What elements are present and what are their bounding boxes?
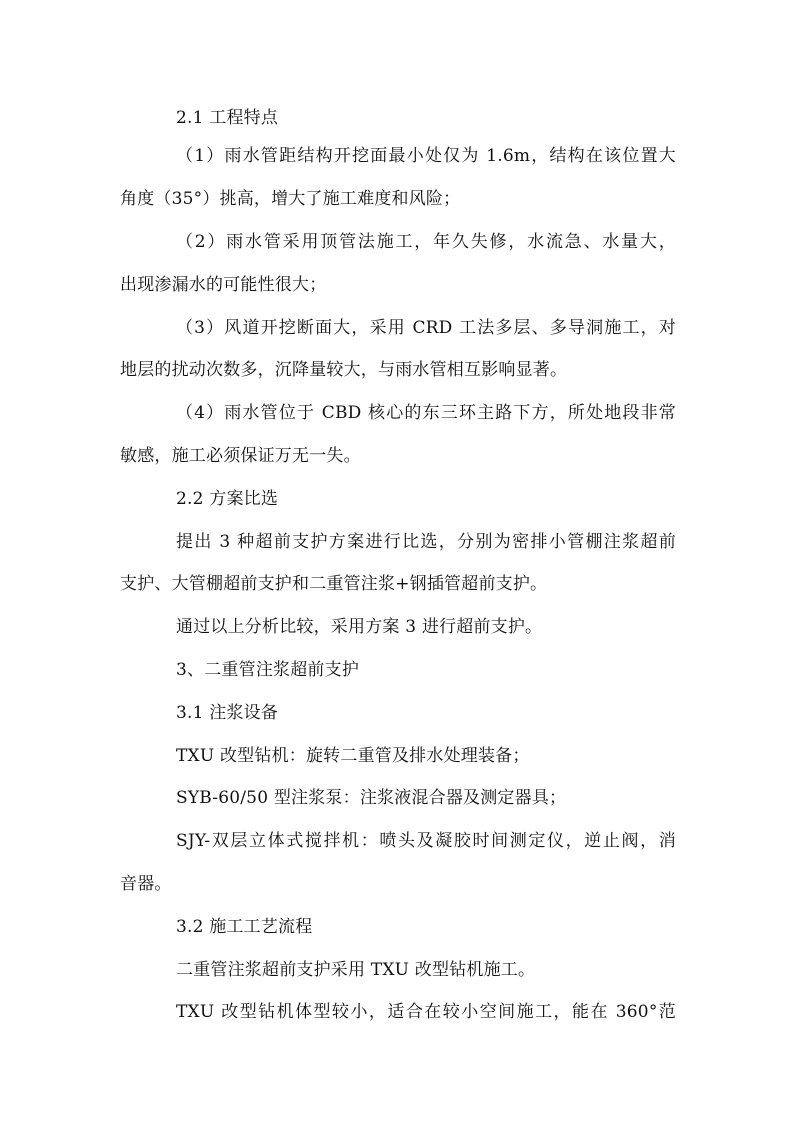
paragraph-line: 二重管注浆超前支护采用 TXU 改型钻机施工。 — [176, 960, 536, 980]
paragraph-line: 敏感，施工必须保证万无一失。 — [120, 446, 361, 466]
paragraph-line: TXU 改型钻机：旋转二重管及排水处理装备； — [176, 746, 530, 766]
paragraph-line: 支护、大管棚超前支护和二重管注浆+钢插管超前支护。 — [120, 574, 548, 594]
heading-3-2: 3.2 施工工艺流程 — [176, 917, 313, 937]
paragraph-line: TXU 改型钻机体型较小，适合在较小空间施工，能在 360°范 — [176, 1002, 676, 1022]
paragraph-line: （1）雨水管距结构开挖面最小处仅为 1.6m，结构在该位置大 — [176, 146, 676, 166]
paragraph-line: 音器。 — [120, 874, 172, 894]
heading-2-1: 2.1 工程特点 — [176, 108, 279, 128]
paragraph-line: （2）雨水管采用顶管法施工，年久失修，水流急、水量大， — [176, 232, 676, 252]
paragraph-line: 出现渗漏水的可能性很大； — [120, 275, 327, 295]
heading-3: 3、二重管注浆超前支护 — [176, 660, 360, 680]
paragraph-line: SJY-双层立体式搅拌机：喷头及凝胶时间测定仪，逆止阀，消 — [176, 831, 676, 851]
paragraph-line: （3）风道开挖断面大，采用 CRD 工法多层、多导洞施工，对 — [176, 318, 676, 338]
paragraph-line: 角度（35°）挑高，增大了施工难度和风险； — [120, 189, 461, 209]
heading-2-2: 2.2 方案比选 — [176, 489, 279, 509]
paragraph-line: 提出 3 种超前支护方案进行比选，分别为密排小管棚注浆超前 — [176, 532, 676, 552]
paragraph-line: （4）雨水管位于 CBD 核心的东三环主路下方，所处地段非常 — [176, 403, 676, 423]
paragraph-line: SYB-60/50 型注浆泵：注浆液混合器及测定器具； — [176, 788, 567, 808]
paragraph-line: 地层的扰动次数多，沉降量较大，与雨水管相互影响显著。 — [120, 360, 568, 380]
paragraph-line: 通过以上分析比较，采用方案 3 进行超前支护。 — [176, 617, 543, 637]
heading-3-1: 3.1 注浆设备 — [176, 703, 279, 723]
